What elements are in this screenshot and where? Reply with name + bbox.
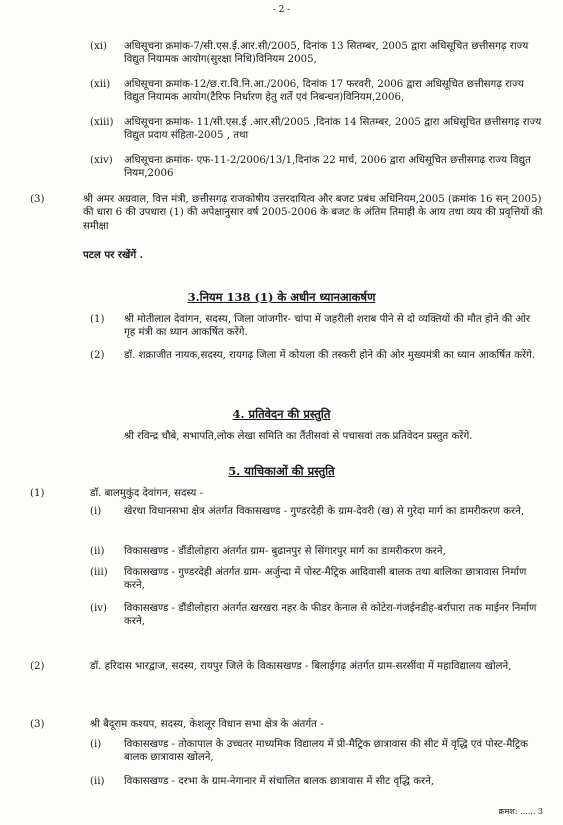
list-item-text: खेरथा विधानसभा क्षेत्र अंतर्गत विकासखण्ड - गुण्डरदेही के ग्राम-देवरी (ख) से गुरेदा मार्ग का डामरीकरण करने, [124, 506, 525, 517]
list-number: (2) [30, 661, 45, 672]
list-item-text: अधिसूचना क्रमांक- 11/सी.एस.ई .आर.सी/2005 ,दिनांक 14 सितम्बर, 2005 द्वारा अधिसूचित छत्तीसगढ़ राज्य विद्युत प्रदाय संहिता-2005 , तथा [124, 117, 542, 142]
list-number: (1) [30, 488, 45, 499]
page-number: - 2 - [272, 5, 291, 15]
list-number: (2) [90, 350, 105, 361]
list-item-text: डॉ. शक्राजीत नायक,सदस्य, रायगढ़ जिला में कोयला की तस्करी होने की ओर मुख्यमंत्री का ध्यान आकर्षित करेंगे. [124, 350, 536, 361]
section-heading: 4. प्रतिवेदन की प्रस्तुति [232, 407, 331, 421]
list-item-text: विकासखण्ड - दरभा के ग्राम-नेगानार में संचालित बालक छात्रावास में सीट वृद्धि करने, [124, 776, 435, 787]
list-number: (xi) [90, 41, 107, 52]
list-item-text: विकासखण्ड - तोकापाल के उच्चतर माध्यमिक विद्यालय में प्री-मैट्रिक छात्रावास की सीट में वृद्धि एवं पोस्ट-मैट्रिक बालक छात्रावास खोलने, [124, 739, 528, 764]
list-item-text: विकासखण्ड - डौंडीलोहारा अंतर्गत खरखरा नहर के फीडर केनाल से कोटेरा-गंजईनडीह-बर्रापारा तक माईनर निर्माण करने, [124, 603, 537, 628]
list-number: (xiv) [90, 155, 113, 166]
list-number: (iii) [90, 567, 108, 578]
list-number: (1) [90, 314, 105, 325]
member-name: डॉ. बालमुकुंद देवांगन, सदस्य - [90, 488, 203, 499]
list-item-text: विकासखण्ड - गुण्डरदेही अंतर्गत ग्राम- अर्जुन्दा में पोस्ट-मैट्रिक आदिवासी बालक तथा बालिका छात्रावास निर्माण करने, [124, 567, 527, 592]
list-number: (xiii) [90, 117, 114, 128]
section-heading: 3.नियम 138 (1) के अधीन ध्यानआकर्षण [187, 290, 376, 304]
continuation-note: क्रमश: ...... 3 [498, 806, 543, 816]
paragraph: श्री अमर अग्रवाल, वित्त मंत्री, छत्तीसगढ़ राजकोषीय उत्तरदायित्व और बजट प्रबंध अधिनियम,2005 (क्रमांक 16 सन् 2005) की धारा 6 की उपधारा (1) की अपेक्षानुसार वर्ष 2005-2006 के बजट के अंतिम तिमाही के आय तथा व्यय की प्रवृत्तियों की समीक्षा [83, 194, 543, 232]
list-item-text: अधिसूचना क्रमांक- एफ-11-2/2006/13/1,दिनांक 22 मार्च, 2006 द्वारा अधिसूचित छत्तीसगढ़ राज्य विद्युत नियम,2006 [124, 155, 531, 180]
list-number: (i) [90, 739, 102, 750]
list-number: (3) [30, 194, 45, 205]
paragraph-tail: पटल पर रखेंगें . [83, 249, 144, 261]
list-number: (iv) [90, 603, 107, 614]
list-number: (xii) [90, 79, 111, 90]
list-item-text: अधिसूचना क्रमांक-12/छ.रा.वि.नि.आ./2006, दिनांक 17 फरवरी, 2006 द्वारा अधिसूचित छत्तीसगढ़ राज्य विद्युत नियामक आयोग(टैरिफ निर्धारण हेतु शर्ते एवं निबन्धन)विनियम,2006, [124, 79, 524, 104]
list-item-text: अधिसूचना क्रमांक-7/सी.एस.ई.आर.सी/2005, दिनांक 13 सितम्बर, 2005 द्वारा अधिसूचित छत्तीसगढ़ राज्य विद्युत नियामक आयोग(सुरक्षा निधि)विनियम 2005, [124, 41, 529, 66]
list-item-text: विकासखण्ड - डौंडीलोहारा अंतर्गत ग्राम- बुढानपुर से सिंगारपुर मार्ग का डामरीकरण करने, [124, 546, 446, 557]
list-item-text: श्री मोतीलाल देवांगन, सदस्य, जिला जांजगीर- चांपा में जहरीली शराब पीने से दो व्यक्तियों की मौत होने की ओर गृह मंत्री का ध्यान आकर्षित करेंगे. [124, 314, 531, 339]
member-name: श्री बैदूराम कश्यप, सदस्य, केशलूर विधान सभा क्षेत्र के अंतर्गत - [90, 719, 324, 730]
list-number: (ii) [90, 546, 105, 557]
list-number: (3) [30, 719, 45, 730]
paragraph: डॉ. हरिदास भारद्वाज, सदस्य, रायपुर जिले के विकासखण्ड - बिलाईगढ़ अंतर्गत ग्राम-सरसींवा में महाविद्यालय खोलने, [90, 661, 512, 672]
list-number: (ii) [90, 776, 105, 787]
section-heading: 5. याचिकाओं की प्रस्तुति [228, 464, 335, 478]
paragraph: श्री रविन्द्र चौबे, सभापति,लोक लेखा समिति का तैंतीसवां से पचासवां तक प्रतिवेदन प्रस्तुत करेंगे. [124, 431, 473, 442]
list-number: (i) [90, 506, 102, 517]
